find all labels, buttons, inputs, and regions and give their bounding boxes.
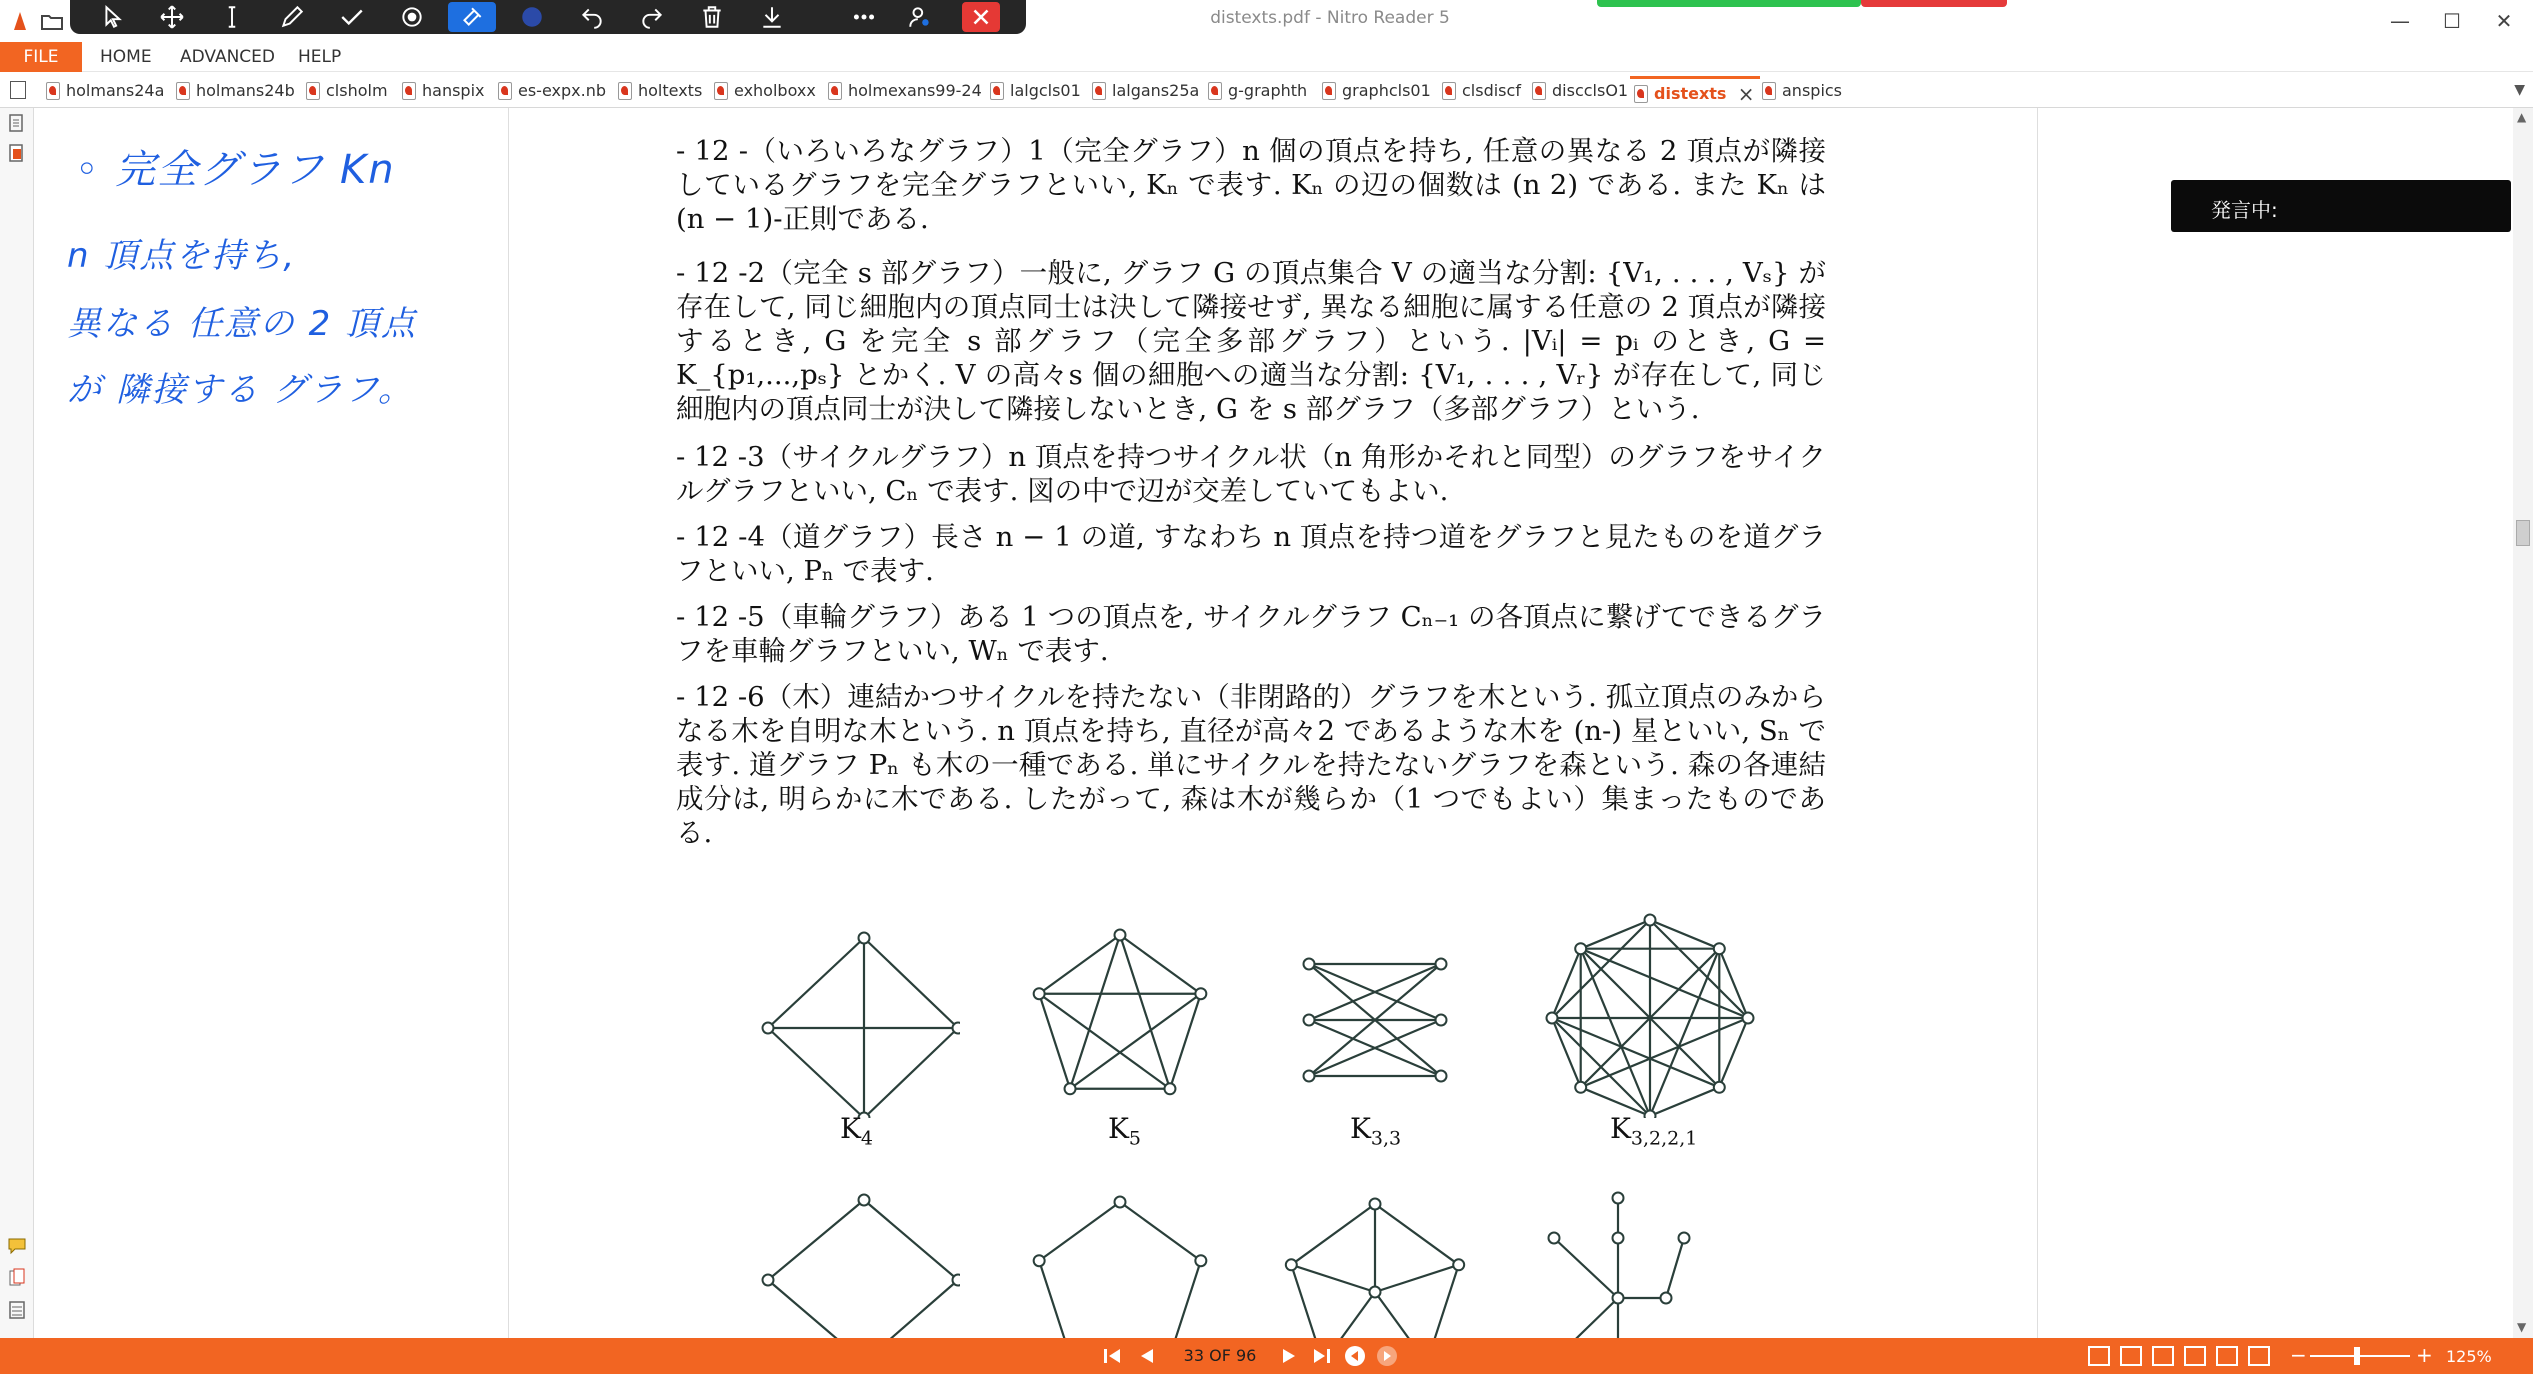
document-viewport[interactable] (510, 108, 2038, 1338)
close-tab-icon[interactable]: × (1737, 82, 1755, 106)
graph-vertex (859, 933, 870, 944)
close-toolbar-icon[interactable] (962, 2, 1000, 32)
graph-edge (1291, 1204, 1375, 1265)
graph-vertex (1549, 1233, 1560, 1244)
pdf-file-icon (1092, 82, 1106, 100)
graph-vertex (1436, 959, 1447, 970)
w6-graph-figure (1275, 1192, 1475, 1352)
left-rail (0, 108, 34, 1338)
ribbon-tabs (0, 42, 2533, 72)
tab-list-icon[interactable] (10, 81, 26, 99)
graph-edge (1120, 935, 1201, 994)
zoom-slider[interactable] (2310, 1355, 2410, 1357)
graph-vertex (1547, 1013, 1558, 1024)
c5-graph-figure (1020, 1192, 1220, 1352)
graph-edge (768, 1200, 864, 1280)
color-swatch-icon[interactable] (508, 0, 556, 34)
graph-vertex (1370, 1287, 1381, 1298)
doc-tab-label: lalgcls01 (1010, 81, 1081, 100)
handwritten-note-line: n 頂点を持ち, (67, 236, 297, 276)
pdf-file-icon (828, 82, 842, 100)
graph-vertex (1575, 1082, 1586, 1093)
graph-vertex (1714, 943, 1725, 954)
graph-vertex (1034, 988, 1045, 999)
graph-vertex (953, 1275, 961, 1286)
graph-vertex (1304, 1071, 1315, 1082)
minimize-button[interactable]: — (2390, 9, 2410, 33)
doc-tab-label: lalgans25a (1112, 81, 1200, 100)
single-page-view-icon[interactable] (2088, 1346, 2110, 1366)
doc-tab[interactable] (494, 76, 606, 106)
doc-tab-label: holmans24b (196, 81, 295, 100)
doc-tab[interactable] (824, 76, 982, 106)
graph-edge (864, 1028, 958, 1118)
title-bar (0, 0, 2533, 42)
k4-graph-figure (760, 918, 960, 1118)
doc-tab[interactable] (614, 76, 702, 106)
paragraph-12-1 (676, 134, 1826, 236)
maximize-button[interactable]: ☐ (2443, 9, 2461, 33)
doc-tab-label: clsholm (326, 81, 388, 100)
doc-tab[interactable] (1438, 76, 1521, 106)
paragraph-text: （車輪グラフ）ある 1 つの頂点を, サイクルグラフ Cₙ₋₁ の各頂点に繋げてできるグラフを車輪グラフといい, Wₙ で表す. (676, 601, 1826, 667)
pdf-file-icon (176, 82, 190, 100)
graph-label-k33 (1350, 1112, 1401, 1150)
graph-label-base: K (1350, 1112, 1371, 1145)
zoom-in-button[interactable]: + (2416, 1343, 2433, 1367)
checkmark-icon[interactable] (328, 0, 376, 34)
doc-tab[interactable] (1758, 76, 1842, 106)
speaking-indicator: 発言中: (2171, 180, 2511, 232)
tab-home[interactable]: HOME (100, 47, 152, 67)
pages-panel-icon[interactable] (8, 114, 26, 134)
previous-page-icon[interactable] (1134, 1344, 1160, 1368)
scrollbar-thumb[interactable] (2516, 520, 2530, 546)
paragraph-12-2 (676, 256, 1826, 426)
paragraph-text: （木）連結かつサイクルを持たない（非閉路的）グラフを木という. 孤立頂点のみからなる木を自明な木という. n 頂点を持ち, 直径が高々2 であるような木を (n-) 星といい, Sₙ で表す. 道グラフ Pₙ も木の一種である. 単にサイクルを持たないグラフを森という. 森の各連結成分は, 明らかに木である. したがって, 森は木が幾らか（1 つでもよい）集まったものである. (676, 681, 1826, 849)
select-arrow-icon[interactable] (90, 0, 138, 34)
graph-vertex (1034, 1255, 1045, 1266)
graph-vertex (1613, 1293, 1624, 1304)
facing-continuous-view-icon[interactable] (2184, 1346, 2206, 1366)
pdf-file-icon (498, 82, 512, 100)
back-view-icon[interactable] (1342, 1344, 1368, 1368)
graph-edge (1650, 920, 1719, 949)
attachments-icon[interactable] (8, 1268, 26, 1288)
first-page-icon[interactable] (1100, 1344, 1126, 1368)
paragraph-12-4 (676, 520, 1826, 588)
ink-notes-panel[interactable] (35, 108, 509, 1338)
paragraph-number: - 12 -3 (676, 441, 765, 473)
graph-label-k4 (840, 1112, 873, 1150)
undo-icon[interactable] (568, 0, 616, 34)
progress-bar-green (1597, 0, 1861, 7)
zoom-slider-thumb[interactable] (2354, 1347, 2360, 1365)
paragraph-text: （完全 s 部グラフ）一般に, グラフ G の頂点集合 V の適当な分割: {V₁, . . . , Vₛ} が存在して, 同じ細胞内の頂点同士は決して隣接せず, 異なる細胞に属する任意の 2 頂点が隣接するとき, G を完全 s 部グラフ（完全多部グラフ）という. |Vᵢ| = pᵢ のとき, G = K_{p₁,...,pₛ} とかく. V の高々s 個の細胞への適当な分割: {V₁, . . . , Vᵣ} が存在して, 同じ細胞内の頂点同士が決して隣接しないとき, G を s 部グラフ（多部グラフ）という. (676, 257, 1826, 425)
last-page-icon[interactable] (1308, 1344, 1334, 1368)
doc-tab[interactable] (986, 76, 1081, 106)
paragraph-number: - 12 -2 (676, 257, 766, 289)
graph-label-base: K (1610, 1112, 1631, 1145)
doc-tab-label: g-graphth (1228, 81, 1308, 100)
graph-edge (1039, 935, 1120, 994)
doc-tab[interactable] (710, 76, 816, 106)
right-panel (2039, 108, 2513, 1338)
text-cursor-icon[interactable] (208, 0, 256, 34)
graph-label-base: K (1108, 1112, 1129, 1145)
chevron-down-icon[interactable]: ▼ (2514, 82, 2525, 98)
doc-tab[interactable] (172, 76, 295, 106)
paragraph-12-5 (676, 600, 1826, 668)
pdf-file-icon (1762, 82, 1776, 100)
graph-vertex (1304, 1015, 1315, 1026)
handwritten-note-line: 異なる 任意の 2 頂点 (67, 304, 418, 344)
doc-tab-label: holmexans99-24 (848, 81, 982, 100)
graph-vertex (1436, 1015, 1447, 1026)
pdf-file-icon (1634, 85, 1648, 103)
fit-width-icon[interactable] (2216, 1346, 2238, 1366)
graph-vertex (1195, 988, 1206, 999)
graph-edge (1120, 935, 1170, 1089)
pdf-file-icon (1208, 82, 1222, 100)
graph-vertex (763, 1023, 774, 1034)
pdf-file-icon (1322, 82, 1336, 100)
graph-vertex (1286, 1259, 1297, 1270)
doc-tab-label: clsdiscf (1462, 81, 1521, 100)
stamp-icon[interactable] (388, 0, 436, 34)
nitro-logo-icon (8, 10, 32, 32)
tab-help[interactable]: HELP (298, 47, 342, 67)
graph-edge (1070, 994, 1201, 1089)
tree-graph-figure (1530, 1188, 1730, 1348)
redo-icon[interactable] (628, 0, 676, 34)
doc-tab-label: hanspix (422, 81, 485, 100)
doc-tab-label: exholboxx (734, 81, 816, 100)
doc-tab-label: discclsO1 (1552, 81, 1629, 100)
doc-tab[interactable] (1528, 76, 1628, 106)
doc-tab[interactable] (1088, 76, 1199, 106)
doc-tab[interactable] (302, 76, 388, 106)
graph-vertex (1195, 1255, 1206, 1266)
paragraph-12-3 (676, 440, 1826, 508)
pdf-file-icon (618, 82, 632, 100)
graph-edge (864, 1200, 958, 1280)
zoom-out-button[interactable]: − (2290, 1343, 2307, 1367)
graph-edge (1291, 1265, 1375, 1292)
close-button[interactable]: ✕ (2495, 9, 2513, 33)
graph-vertex (1164, 1083, 1175, 1094)
window-title: distexts.pdf - Nitro Reader 5 (1210, 8, 1450, 28)
layers-icon[interactable] (8, 1300, 26, 1320)
pan-move-icon[interactable] (148, 0, 196, 34)
graph-edge (1120, 1202, 1201, 1261)
graph-vertex (1714, 1082, 1725, 1093)
graph-vertex (953, 1023, 961, 1034)
comments-icon[interactable] (8, 1236, 26, 1256)
graph-vertex (763, 1275, 774, 1286)
graph-vertex (1453, 1259, 1464, 1270)
graph-edge (1375, 1265, 1459, 1292)
doc-tab[interactable] (1318, 76, 1431, 106)
pdf-file-icon (46, 82, 60, 100)
fit-page-icon[interactable] (2248, 1346, 2270, 1366)
graph-label-sub: 5 (1128, 1127, 1142, 1150)
graph-label-k5 (1108, 1112, 1141, 1150)
graph-vertex (1645, 915, 1656, 926)
graph-vertex (1115, 930, 1126, 941)
graph-edge (1039, 994, 1170, 1089)
graph-vertex (1613, 1193, 1624, 1204)
graph-edge (1554, 1238, 1618, 1298)
handwritten-note-line: が 隣接する グラフ。 (67, 370, 414, 410)
graph-vertex (1679, 1233, 1690, 1244)
doc-tab-label: anspics (1782, 81, 1843, 100)
graph-edge (864, 938, 958, 1028)
scroll-down-icon[interactable]: ▼ (2517, 1320, 2527, 1334)
doc-tab[interactable] (1204, 76, 1307, 106)
paragraph-text: （道グラフ）長さ n − 1 の道, すなわち n 頂点を持つ道をグラフと見たものを道グラフといい, Pₙ で表す. (676, 521, 1827, 587)
graph-label-sub: 4 (860, 1127, 874, 1150)
doc-tab[interactable] (398, 76, 485, 106)
doc-tab-active[interactable] (1630, 76, 1760, 106)
tab-file[interactable]: FILE (0, 42, 82, 72)
user-settings-icon[interactable] (896, 0, 944, 34)
pdf-file-icon (714, 82, 728, 100)
pen-icon[interactable] (268, 0, 316, 34)
document-tab-strip (0, 72, 2533, 108)
pdf-file-icon (306, 82, 320, 100)
k3221-graph-figure (1535, 908, 1765, 1118)
graph-vertex (1436, 1071, 1447, 1082)
paragraph-number: - 12 -5 (676, 601, 765, 633)
graph-edge (1039, 1202, 1120, 1261)
graph-edge (1666, 1238, 1684, 1298)
ink-toolbar (70, 0, 1026, 34)
graph-vertex (1115, 1197, 1126, 1208)
graph-label-base: K (840, 1112, 861, 1145)
tab-advanced[interactable]: ADVANCED (180, 47, 276, 67)
paragraph-number: - 12 - (676, 135, 749, 167)
zoom-level[interactable]: 125% (2446, 1347, 2492, 1366)
facing-view-icon[interactable] (2152, 1346, 2174, 1366)
doc-tab-label: graphcls01 (1342, 81, 1431, 100)
pdf-file-icon (1442, 82, 1456, 100)
graph-vertex (1304, 959, 1315, 970)
graph-edge (1552, 949, 1581, 1018)
page-number-field[interactable]: 33 OF 96 (1183, 1346, 1257, 1365)
doc-tab[interactable] (42, 76, 164, 106)
continuous-view-icon[interactable] (2120, 1346, 2142, 1366)
graph-vertex (1661, 1293, 1672, 1304)
graph-edge (1581, 920, 1650, 949)
graph-edge (768, 938, 864, 1028)
graph-edge (768, 1028, 864, 1118)
forward-view-icon[interactable] (1374, 1344, 1400, 1368)
bookmarks-icon[interactable] (8, 144, 26, 164)
pdf-file-icon (402, 82, 416, 100)
k5-graph-figure (1020, 912, 1220, 1112)
paragraph-text: （いろいろなグラフ）1（完全グラフ）n 個の頂点を持ち, 任意の異なる 2 頂点が隣接しているグラフを完全グラフといい, Kₙ で表す. Kₙ の辺の個数は (n 2) である. また Kₙ は (n − 1)-正則である. (676, 135, 1826, 235)
doc-tab-label: holmans24a (66, 81, 165, 100)
k33-graph-figure (1295, 944, 1455, 1094)
doc-tab-label: distexts (1654, 84, 1727, 103)
highlighter-icon[interactable] (448, 2, 496, 32)
doc-tab-label: es-expx.nb (518, 81, 606, 100)
progress-bar-red (1861, 0, 2007, 7)
graph-edge (1170, 994, 1201, 1089)
trash-icon[interactable] (688, 0, 736, 34)
more-options-icon[interactable] (840, 0, 888, 34)
scroll-up-icon[interactable]: ▲ (2517, 110, 2527, 124)
graph-vertex (1065, 1083, 1076, 1094)
paragraph-12-6 (676, 680, 1826, 850)
paragraph-number: - 12 -6 (676, 681, 765, 713)
pdf-file-icon (990, 82, 1004, 100)
download-icon[interactable] (748, 0, 796, 34)
open-folder-icon[interactable] (40, 10, 64, 32)
graph-vertex (1743, 1013, 1754, 1024)
graph-label-sub: 3,2,2,1 (1630, 1127, 1698, 1150)
graph-vertex (859, 1195, 870, 1206)
next-page-icon[interactable] (1276, 1344, 1302, 1368)
graph-edge (1375, 1204, 1459, 1265)
doc-tab-label: holtexts (638, 81, 703, 100)
vertical-scrollbar[interactable] (2513, 108, 2533, 1338)
pdf-file-icon (1532, 82, 1546, 100)
graph-vertex (1370, 1199, 1381, 1210)
graph-vertex (1613, 1233, 1624, 1244)
paragraph-number: - 12 -4 (676, 521, 765, 553)
pdf-page (510, 108, 2038, 1338)
c4-graph-figure (760, 1190, 960, 1350)
graph-edge (1070, 935, 1120, 1089)
graph-label-k3221 (1610, 1112, 1697, 1150)
graph-label-sub: 3,3 (1370, 1127, 1402, 1150)
paragraph-text: （サイクルグラフ）n 頂点を持つサイクル状（n 角形かそれと同型）のグラフをサイクルグラフといい, Cₙ で表す. 図の中で辺が交差していてもよい. (676, 441, 1826, 507)
graph-vertex (1575, 943, 1586, 954)
status-bar (0, 1338, 2533, 1374)
graph-edge (1039, 994, 1070, 1089)
handwritten-note-line: ◦ 完全グラフ Kn (75, 147, 396, 193)
